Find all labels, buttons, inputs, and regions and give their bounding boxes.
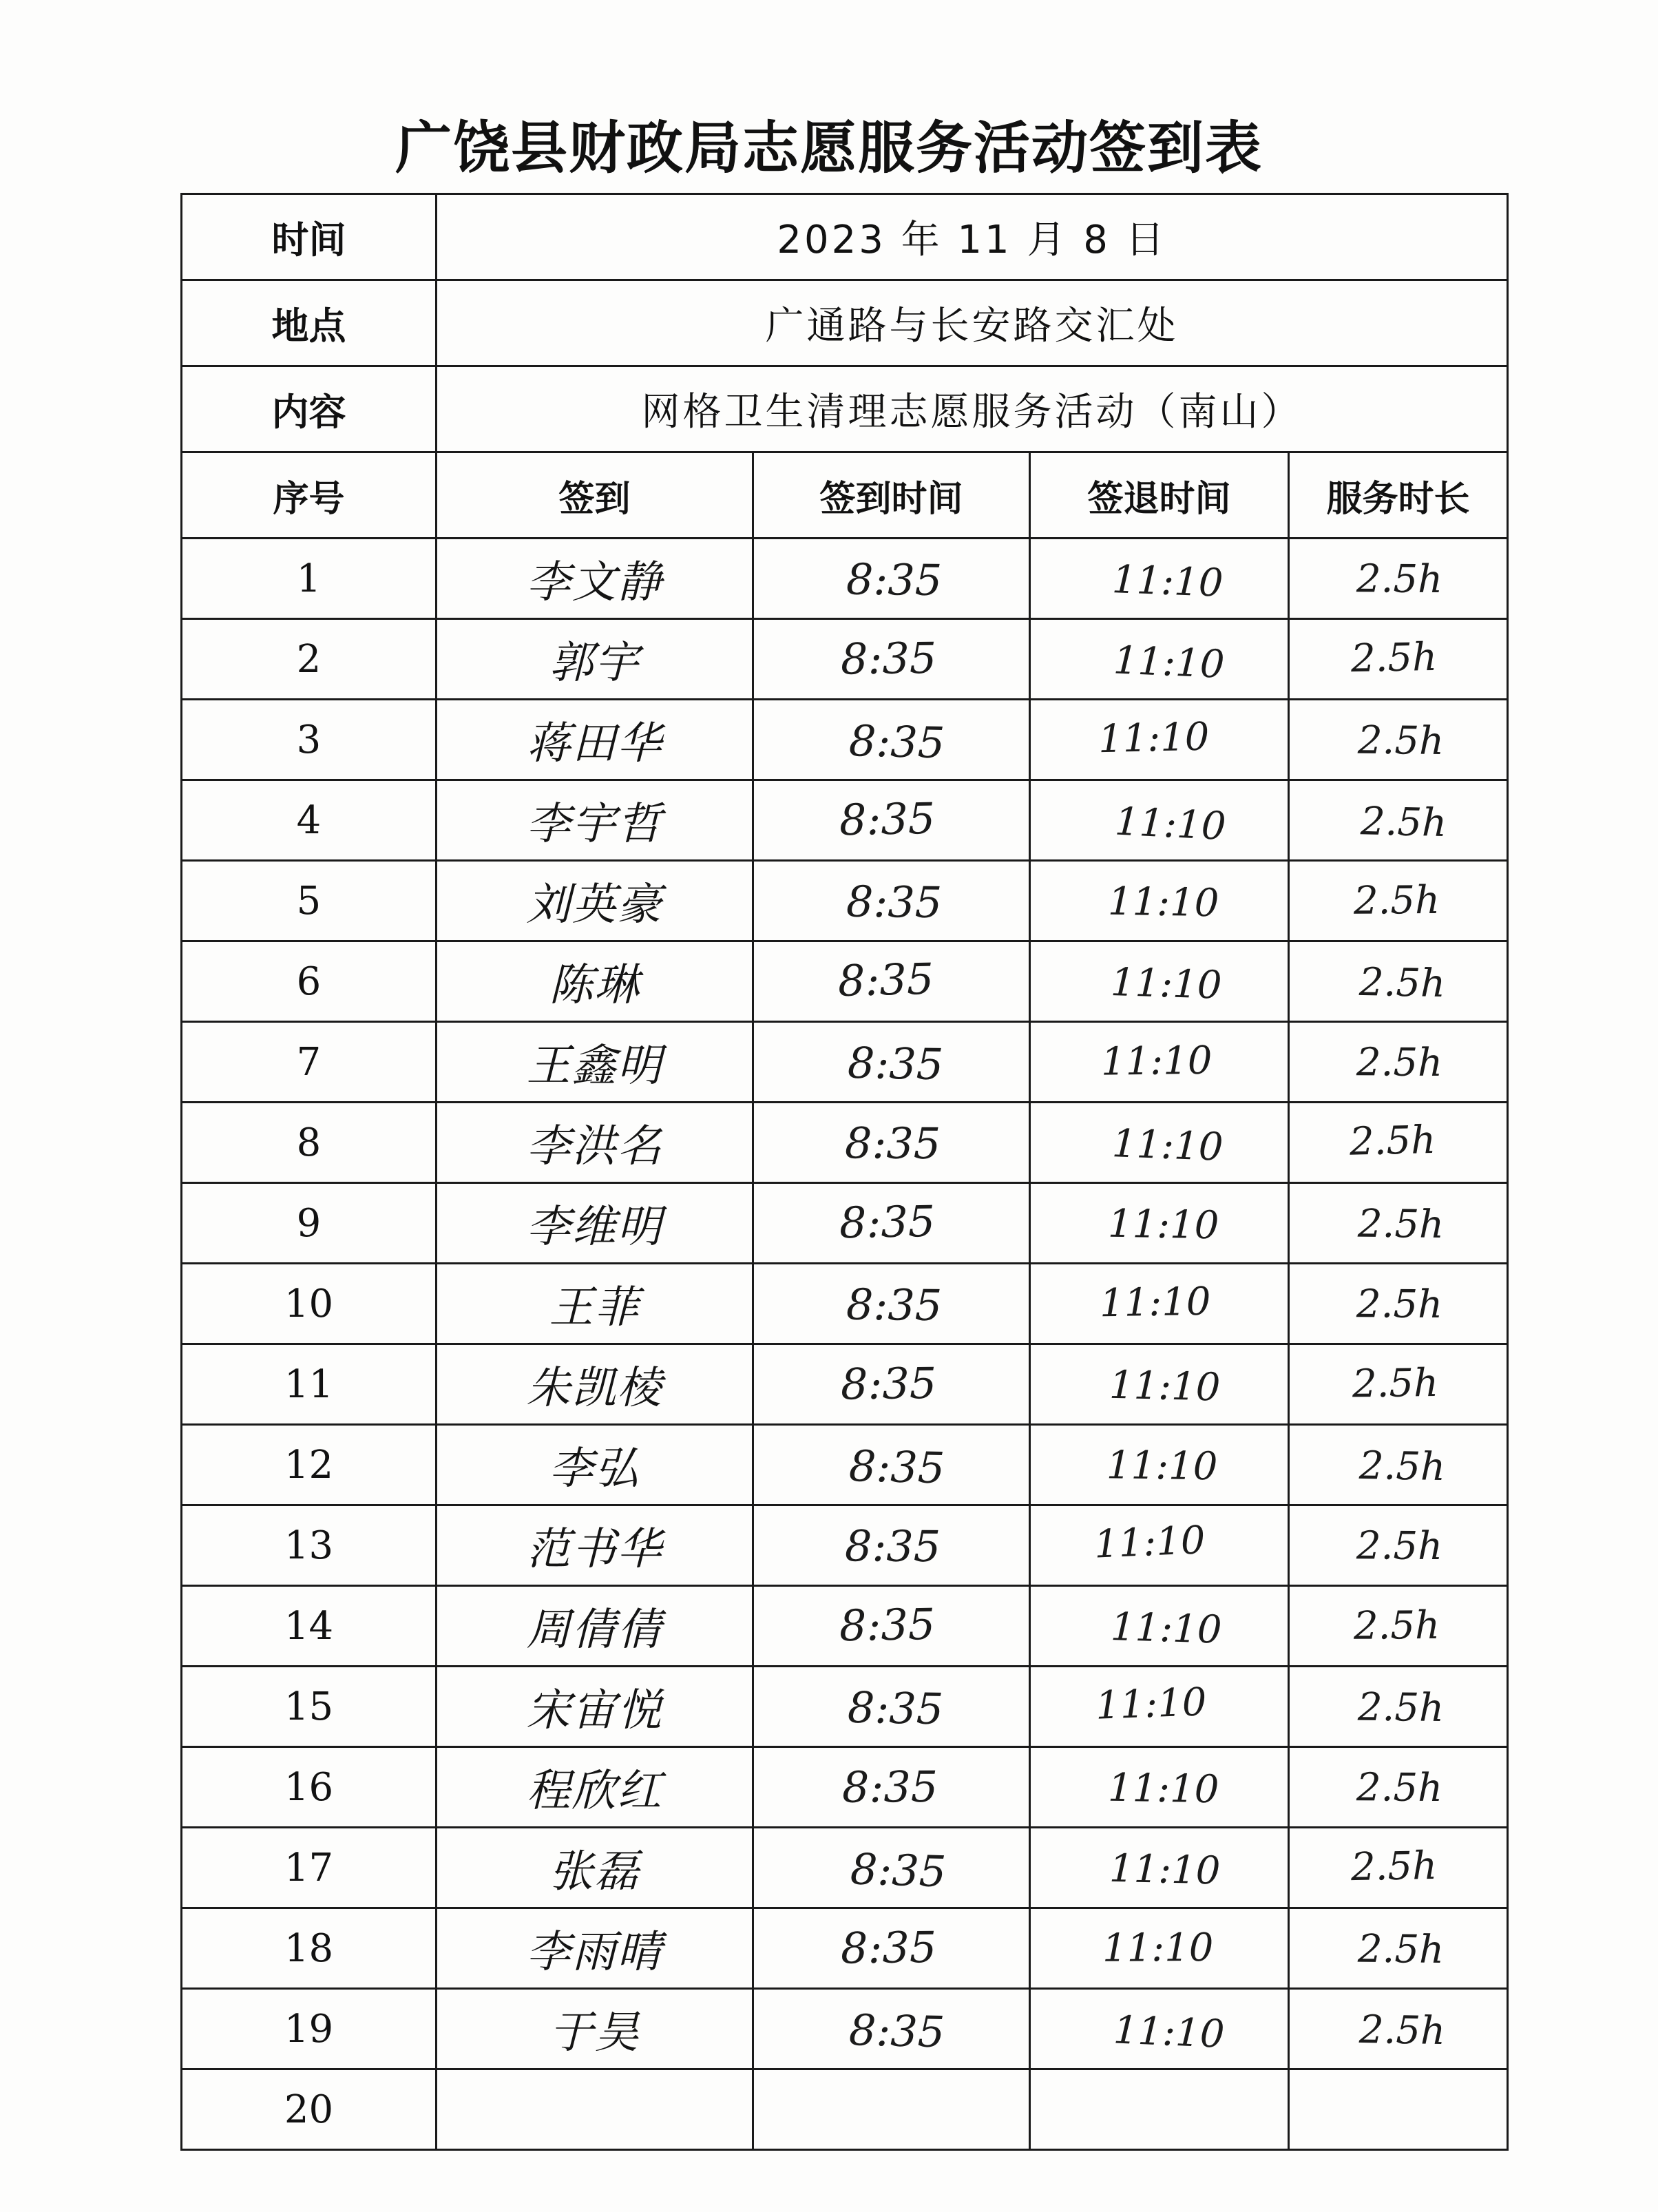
sign-in-time-cell [753, 1908, 1030, 1989]
sign-out-time: 11:10 [1109, 1846, 1221, 1894]
signature: 王鑫明 [526, 1041, 663, 1092]
sign-out-time: 11:10 [1106, 1442, 1218, 1489]
row-number-cell [182, 1183, 437, 1264]
row-number-cell [182, 1505, 437, 1586]
signature-cell [437, 1103, 753, 1183]
sign-in-time-cell [753, 1505, 1030, 1586]
sign-out-time: 11:10 [1107, 1201, 1219, 1248]
sign-out-time: 11:10 [1098, 713, 1210, 762]
sign-in-time-cell [753, 1828, 1030, 1908]
service-duration: 2.5h [1356, 1281, 1443, 1327]
row-number: 4 [296, 797, 322, 843]
service-duration: 2.5h [1356, 556, 1443, 602]
row-number: 5 [296, 878, 322, 924]
service-duration: 2.5h [1353, 877, 1440, 924]
sign-in-time: 8:35 [847, 1682, 944, 1734]
row-number-cell [182, 619, 437, 700]
sign-in-time-cell [753, 2069, 1030, 2150]
table-row [182, 1989, 1508, 2069]
time-value: 2023 年 11 月 8 日 [437, 194, 1508, 280]
column-header-sign-in-time: 签到时间 [753, 452, 1030, 539]
sign-in-time-cell [753, 1747, 1030, 1828]
signature-cell [437, 941, 753, 1022]
signature: 宋宙悦 [526, 1685, 663, 1736]
info-row-place [182, 280, 1508, 366]
table-row [182, 780, 1508, 861]
table-row [182, 1344, 1508, 1425]
signature-cell [437, 1264, 753, 1344]
signature-cell [437, 700, 753, 780]
sign-out-time-cell [1030, 941, 1289, 1022]
row-number: 8 [296, 1120, 322, 1165]
row-number: 20 [284, 2087, 334, 2132]
sign-in-time: 8:35 [839, 793, 936, 845]
service-duration-cell [1289, 1183, 1508, 1264]
row-number: 16 [284, 1764, 334, 1810]
signature-cell [437, 1908, 753, 1989]
row-number: 9 [296, 1200, 322, 1246]
sign-out-time-cell [1030, 1828, 1289, 1908]
service-duration: 2.5h [1356, 1523, 1443, 1569]
sign-in-time-cell [753, 1425, 1030, 1505]
service-duration: 2.5h [1356, 1764, 1443, 1811]
sign-out-time: 11:10 [1112, 637, 1226, 687]
sign-in-time-cell [753, 941, 1030, 1022]
row-number: 18 [284, 1926, 334, 1971]
service-duration-cell [1289, 2069, 1508, 2150]
table-row [182, 700, 1508, 780]
sign-out-time-cell [1030, 2069, 1289, 2150]
document-title: 广饶县财政局志愿服务活动签到表 [395, 116, 1263, 181]
sign-in-time: 8:35 [848, 2004, 945, 2057]
row-number-cell [182, 1103, 437, 1183]
sign-in-time-cell [753, 539, 1030, 619]
service-duration-cell [1289, 1344, 1508, 1425]
sign-in-time: 8:35 [841, 1761, 938, 1813]
service-duration: 2.5h [1357, 718, 1445, 764]
column-header-sign: 签到 [437, 452, 753, 539]
sign-in-time: 8:35 [839, 1598, 936, 1651]
signature: 于昊 [549, 2007, 640, 2058]
sign-in-time-cell [753, 1344, 1030, 1425]
row-number-cell [182, 1908, 437, 1989]
table-row [182, 1908, 1508, 1989]
service-duration-cell [1289, 1667, 1508, 1747]
place-value: 广通路与长安路交汇处 [437, 280, 1508, 366]
service-duration: 2.5h [1350, 1843, 1438, 1890]
row-number: 1 [296, 556, 322, 601]
service-duration-cell [1289, 1022, 1508, 1103]
service-duration-cell [1289, 941, 1508, 1022]
sign-in-time-cell [753, 619, 1030, 700]
column-header-sign-out-time: 签退时间 [1030, 452, 1289, 539]
service-duration-cell [1289, 1264, 1508, 1344]
sign-in-time-cell [753, 1103, 1030, 1183]
sign-out-time: 11:10 [1112, 2007, 1226, 2057]
sign-out-time-cell [1030, 619, 1289, 700]
content-label: 内容 [182, 366, 437, 452]
signature-cell [437, 1828, 753, 1908]
sign-in-time: 8:35 [844, 1117, 941, 1169]
sign-in-time: 8:35 [846, 554, 943, 605]
service-duration: 2.5h [1352, 1360, 1439, 1406]
sign-out-time: 11:10 [1109, 1362, 1221, 1410]
sign-in-time-cell [753, 700, 1030, 780]
row-number: 10 [284, 1281, 334, 1326]
service-duration: 2.5h [1360, 798, 1447, 846]
service-duration: 2.5h [1357, 1201, 1445, 1247]
sign-out-time-cell [1030, 1425, 1289, 1505]
sign-out-time-cell [1030, 1989, 1289, 2069]
signature-cell [437, 1505, 753, 1586]
row-number-cell [182, 1989, 437, 2069]
sign-out-time: 11:10 [1107, 1765, 1219, 1812]
service-duration: 2.5h [1349, 1117, 1436, 1165]
row-number: 13 [284, 1523, 334, 1568]
signature-cell [437, 780, 753, 861]
sign-in-time-cell [753, 1586, 1030, 1667]
service-duration-cell [1289, 861, 1508, 941]
signature: 李文静 [526, 557, 663, 608]
row-number-cell [182, 1667, 437, 1747]
row-number: 2 [296, 636, 322, 682]
service-duration-cell [1289, 1103, 1508, 1183]
service-duration: 2.5h [1358, 1443, 1446, 1490]
row-number: 7 [296, 1039, 322, 1085]
column-header-seq: 序号 [182, 452, 437, 539]
sign-in-time: 8:35 [839, 1196, 936, 1248]
sign-in-time-cell [753, 1667, 1030, 1747]
sign-out-time: 11:10 [1099, 1279, 1211, 1326]
table-row [182, 1586, 1508, 1667]
signature-cell [437, 1183, 753, 1264]
service-duration: 2.5h [1356, 1039, 1443, 1085]
time-label: 时间 [182, 194, 437, 280]
table-row [182, 1505, 1508, 1586]
sign-in-time-cell [753, 1989, 1030, 2069]
row-number: 11 [284, 1361, 334, 1407]
signature-cell [437, 1667, 753, 1747]
sign-in-time-cell [753, 1264, 1030, 1344]
service-duration: 2.5h [1357, 1926, 1445, 1972]
sign-out-time-cell [1030, 1747, 1289, 1828]
row-number: 17 [284, 1845, 334, 1890]
signature: 李弘 [549, 1443, 640, 1494]
signature: 张磊 [549, 1846, 640, 1897]
signature: 王菲 [549, 1282, 640, 1333]
info-row-time [182, 194, 1508, 280]
sign-out-time: 11:10 [1094, 1679, 1208, 1729]
sign-out-time-cell [1030, 1022, 1289, 1103]
signature: 范书华 [526, 1524, 663, 1575]
table-row [182, 1747, 1508, 1828]
service-duration-cell [1289, 700, 1508, 780]
sign-out-time: 11:10 [1100, 1038, 1213, 1085]
service-duration-cell [1289, 1586, 1508, 1667]
table-row [182, 1183, 1508, 1264]
service-duration-cell [1289, 1425, 1508, 1505]
sign-in-time: 8:35 [846, 876, 943, 928]
sign-out-time: 11:10 [1109, 959, 1223, 1008]
table-row [182, 1103, 1508, 1183]
signature-cell [437, 1989, 753, 2069]
sign-out-time-cell [1030, 700, 1289, 780]
sign-in-time: 8:35 [837, 953, 934, 1006]
sign-in-time: 8:35 [847, 1037, 944, 1089]
signature: 郭宇 [549, 638, 640, 689]
table-row [182, 2069, 1508, 2150]
signature: 程欣红 [526, 1766, 663, 1817]
table-row [182, 539, 1508, 619]
sign-out-time: 11:10 [1107, 879, 1219, 926]
signature-cell [437, 619, 753, 700]
row-number-cell [182, 861, 437, 941]
sign-in-table [180, 193, 1509, 2151]
signature: 李洪名 [526, 1121, 663, 1172]
sign-out-time-cell [1030, 1264, 1289, 1344]
info-row-content [182, 366, 1508, 452]
sign-out-time-cell [1030, 1344, 1289, 1425]
service-duration: 2.5h [1350, 634, 1438, 681]
signature: 陈琳 [549, 960, 640, 1011]
row-number-cell [182, 1344, 437, 1425]
sign-in-time: 8:35 [848, 715, 945, 768]
row-number-cell [182, 2069, 437, 2150]
service-duration-cell [1289, 1747, 1508, 1828]
sign-out-time: 11:10 [1093, 1517, 1206, 1567]
service-duration-cell [1289, 539, 1508, 619]
row-number-cell [182, 700, 437, 780]
table-row [182, 1667, 1508, 1747]
signature: 李雨晴 [526, 1927, 663, 1978]
table-row [182, 941, 1508, 1022]
service-duration-cell [1289, 1828, 1508, 1908]
sign-out-time-cell [1030, 1586, 1289, 1667]
table-row [182, 861, 1508, 941]
signature: 李维明 [526, 1202, 663, 1253]
row-number-cell [182, 1586, 437, 1667]
row-number: 14 [284, 1603, 334, 1649]
row-number: 15 [284, 1684, 334, 1729]
sign-out-time-cell [1030, 1908, 1289, 1989]
signature-cell [437, 2069, 753, 2150]
row-number-cell [182, 539, 437, 619]
sign-out-time-cell [1030, 539, 1289, 619]
service-duration-cell [1289, 1505, 1508, 1586]
sign-out-time-cell [1030, 1505, 1289, 1586]
row-number-cell [182, 1022, 437, 1103]
sign-in-time-cell [753, 1183, 1030, 1264]
sign-in-time: 8:35 [846, 1279, 943, 1331]
sign-in-time-cell [753, 1022, 1030, 1103]
signature-cell [437, 539, 753, 619]
sign-out-time: 11:10 [1111, 556, 1224, 606]
signature-cell [437, 1344, 753, 1425]
sign-out-time-cell [1030, 1103, 1289, 1183]
sign-in-time: 8:35 [840, 632, 937, 684]
service-duration-cell [1289, 1908, 1508, 1989]
sign-out-time-cell [1030, 1183, 1289, 1264]
row-number-cell [182, 780, 437, 861]
sign-in-time: 8:35 [840, 1921, 937, 1973]
sign-in-time: 8:35 [840, 1357, 937, 1409]
row-number: 3 [296, 717, 322, 762]
table-row [182, 619, 1508, 700]
sign-in-time-cell [753, 861, 1030, 941]
service-duration: 2.5h [1358, 959, 1446, 1006]
sign-out-time-cell [1030, 861, 1289, 941]
sign-out-time-cell [1030, 1667, 1289, 1747]
signature: 李宇哲 [526, 799, 663, 850]
signature-cell [437, 1022, 753, 1103]
service-duration: 2.5h [1353, 1603, 1440, 1649]
row-number-cell [182, 941, 437, 1022]
table-row [182, 1828, 1508, 1908]
row-number-cell [182, 1747, 437, 1828]
sign-out-time-cell [1030, 780, 1289, 861]
sign-out-time: 11:10 [1102, 1925, 1214, 1971]
column-header-duration: 服务时长 [1289, 452, 1508, 539]
signature: 刘英豪 [526, 879, 663, 930]
sign-out-time: 11:10 [1109, 1604, 1223, 1653]
sign-in-time: 8:35 [848, 1440, 945, 1493]
service-duration: 2.5h [1358, 2007, 1446, 2054]
content-value: 网格卫生清理志愿服务活动（南山） [437, 366, 1508, 452]
signature-cell [437, 861, 753, 941]
signature-cell [437, 1747, 753, 1828]
table-row [182, 1022, 1508, 1103]
signature: 朱凯棱 [526, 1363, 663, 1414]
sign-in-time: 8:35 [849, 1843, 947, 1897]
row-number-cell [182, 1425, 437, 1505]
place-label: 地点 [182, 280, 437, 366]
row-number-cell [182, 1264, 437, 1344]
column-header-row [182, 452, 1508, 539]
row-number: 12 [284, 1442, 334, 1488]
signature-cell [437, 1586, 753, 1667]
service-duration-cell [1289, 780, 1508, 861]
sign-in-time-cell [753, 780, 1030, 861]
row-number: 6 [296, 959, 322, 1004]
table-row [182, 1425, 1508, 1505]
sign-out-time: 11:10 [1113, 799, 1227, 849]
service-duration-cell [1289, 619, 1508, 700]
table-row [182, 1264, 1508, 1344]
sign-out-time: 11:10 [1111, 1120, 1224, 1170]
signature: 蒋田华 [526, 718, 663, 769]
service-duration: 2.5h [1357, 1684, 1445, 1731]
row-number: 19 [284, 2006, 334, 2052]
service-duration-cell [1289, 1989, 1508, 2069]
signature: 周倩倩 [526, 1605, 663, 1656]
sign-in-time: 8:35 [844, 1520, 941, 1572]
row-number-cell [182, 1828, 437, 1908]
signature-cell [437, 1425, 753, 1505]
